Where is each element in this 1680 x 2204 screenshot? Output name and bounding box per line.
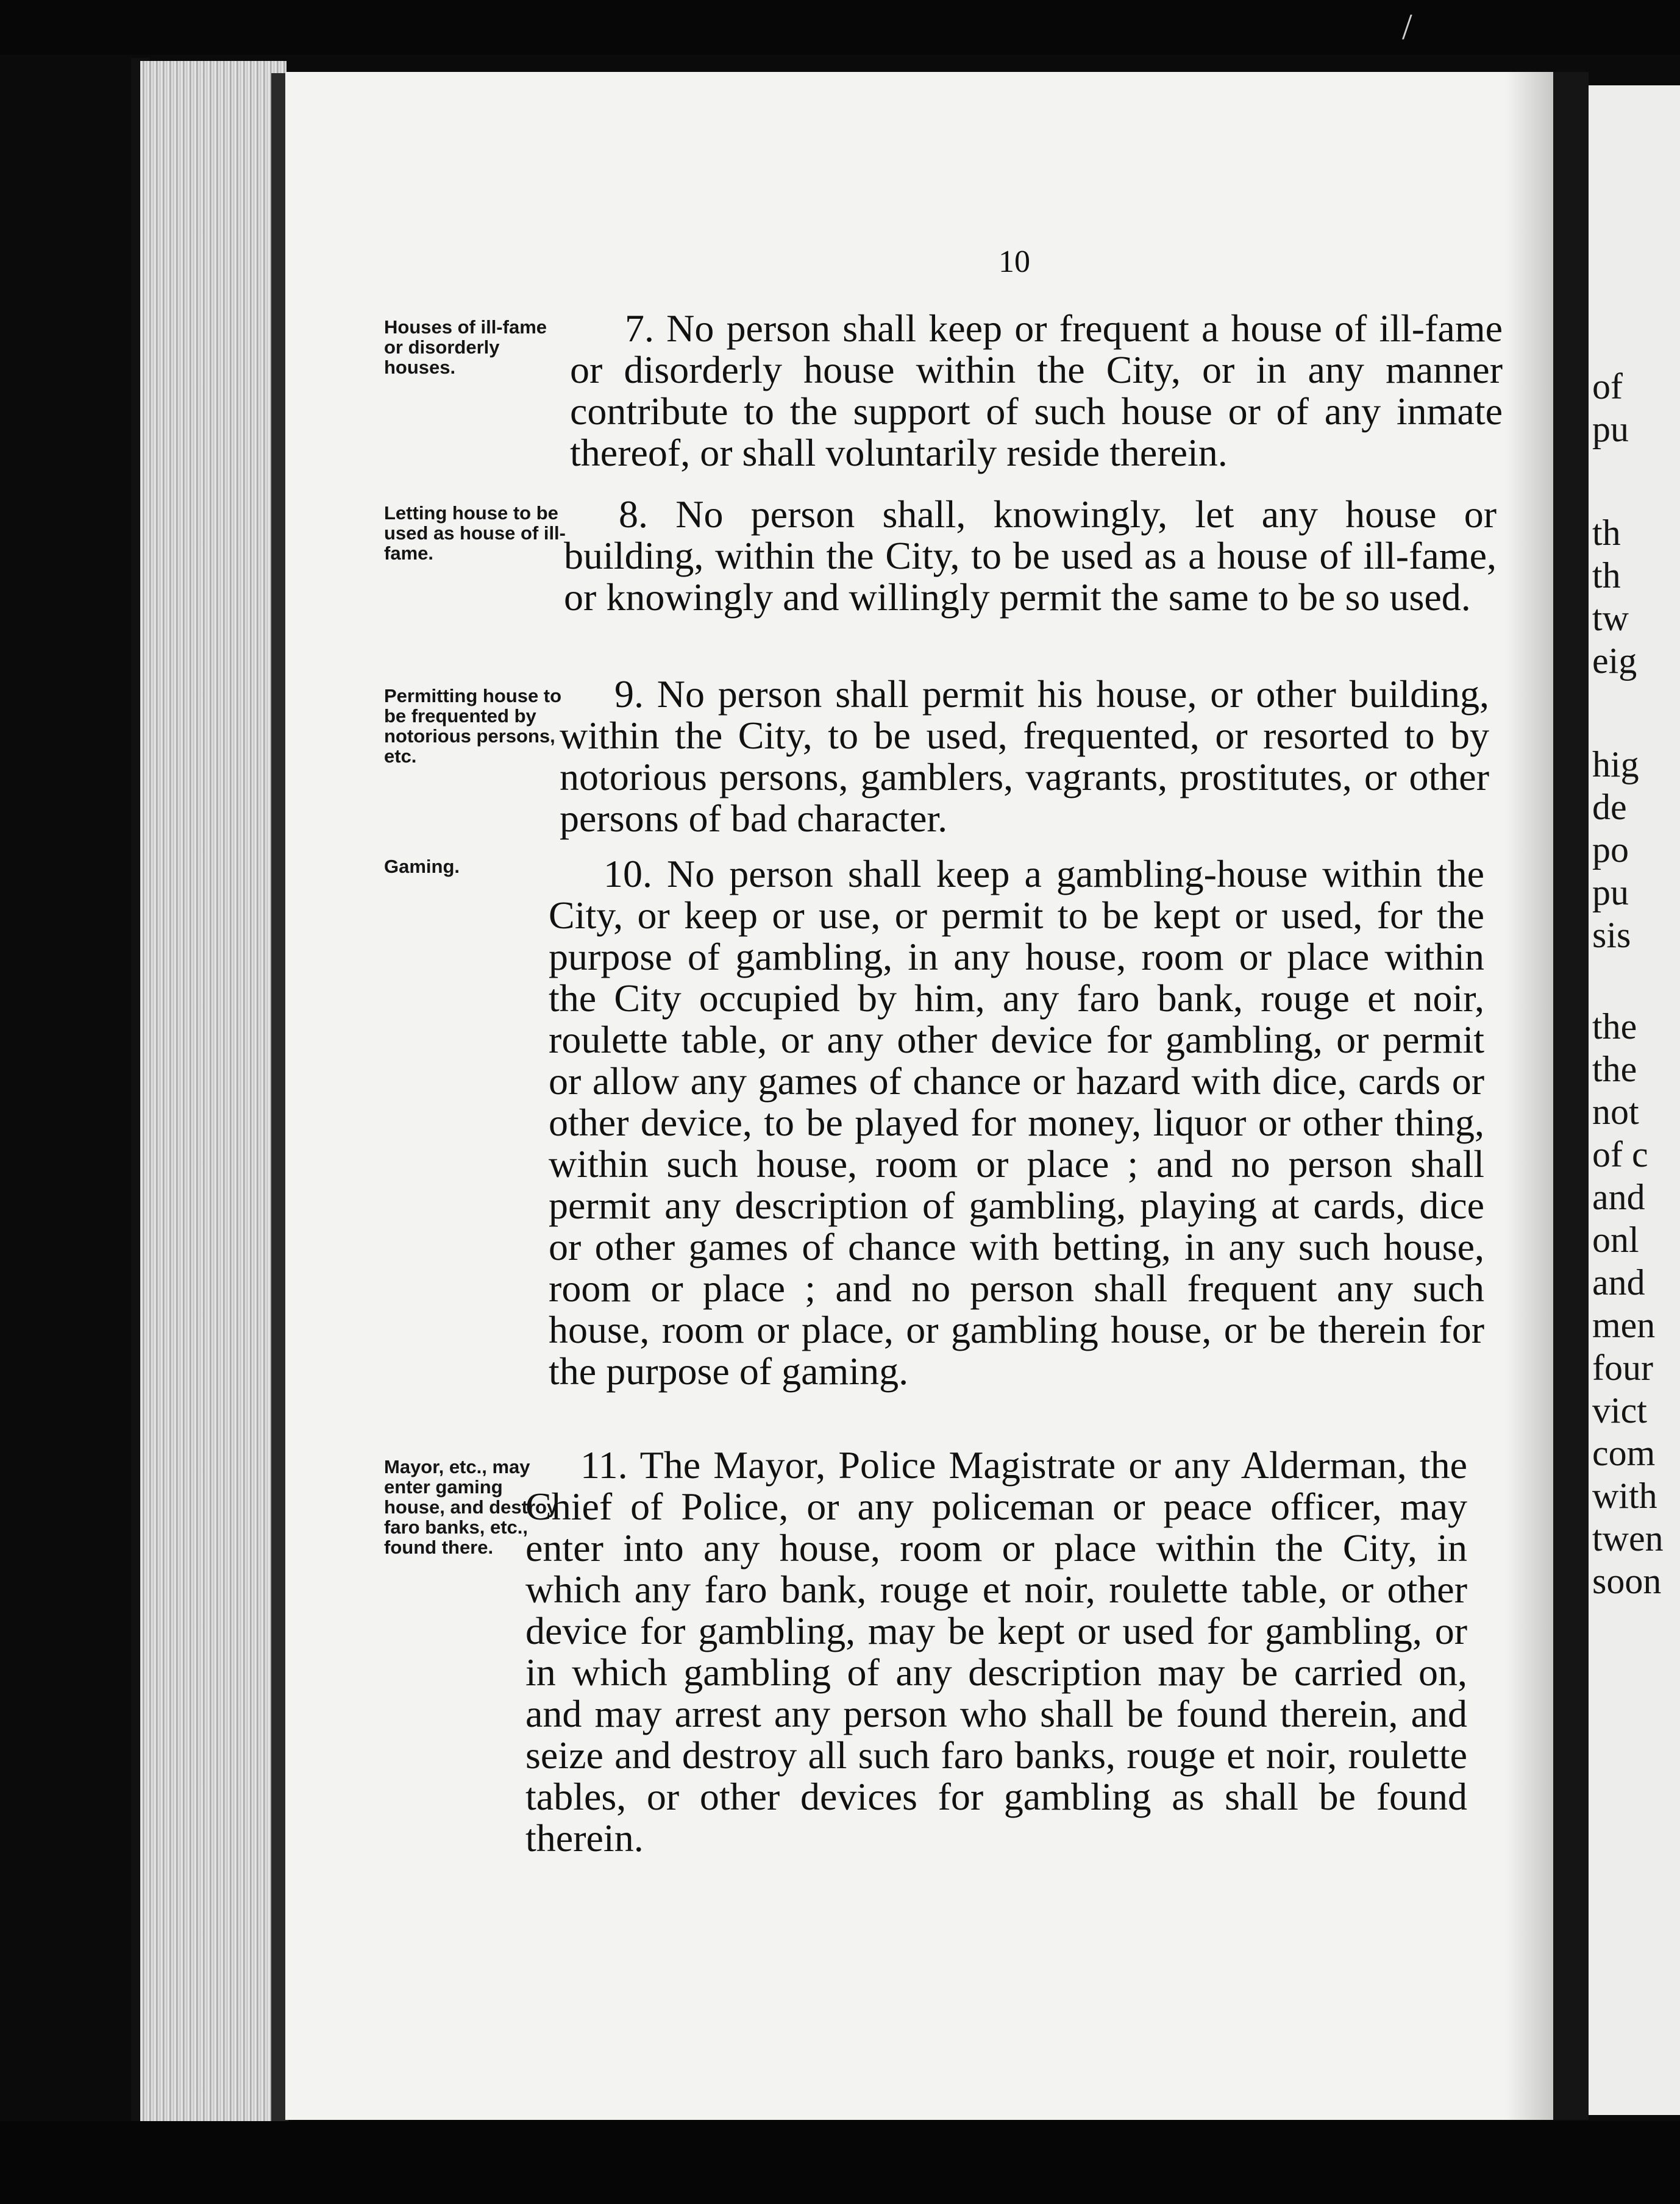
- opposite-page-fragment: four: [1592, 1348, 1653, 1388]
- opposite-page-fragment: onl: [1592, 1220, 1639, 1260]
- film-frame-bottom: [0, 2121, 1680, 2204]
- opposite-page-fragment: twen: [1592, 1518, 1664, 1559]
- sidenote-section-10: Gaming.: [384, 856, 460, 877]
- film-frame-top: [0, 0, 1680, 55]
- opposite-page-fragment: of: [1592, 366, 1623, 407]
- section-11-text: The Mayor, Police Magistrate or any Alderman, the Chief of Police, or any policeman or peace officer, may enter into any house, room or place within the City, in which any faro bank, rouge et noir, roulette table, or other device for gambling, may be kept or used for gambling, or in which gambling of any description may be carried on, and may arrest any person who shall be found therein, and seize and destroy all such faro banks, rouge et noir, roulette tables, or other devices for gambling as shall be found therein.: [525, 1443, 1468, 1860]
- opposite-page-fragment: tw: [1592, 598, 1629, 638]
- section-10-text: No person shall keep a gambling-house within the City, or keep or use, or permit to be kept or used, for the purpose of gambling, in any house, room or place within the City occupied by him, any faro bank, rouge et noir, roulette table, or any other device for gambling, or permit or allow any games of chance or hazard with dice, cards or other device, to be played for money, liquor or other thing, within such house, room or place ; and no person shall permit any description of gambling, playing at cards, dice or other games of chance with betting, in any such house, room or place ; and no person shall frequent any such house, room or place, or gambling house, or be therein for the purpose of gaming.: [549, 852, 1485, 1393]
- page-edges: [140, 61, 287, 2127]
- opposite-page-fragment: the: [1592, 1049, 1637, 1089]
- section-10-number: 10.: [603, 852, 652, 895]
- opposite-page-fragment: pu: [1592, 872, 1629, 912]
- page-number: 10: [998, 244, 1030, 279]
- opposite-page-fragment: th: [1592, 555, 1621, 595]
- section-9-text: No person shall permit his house, or other building, within the City, to be used, frequented, or resorted to by notorious persons, gamblers, vagrants, prostitutes, or other persons of bad character.: [560, 672, 1490, 840]
- sidenote-section-11: Mayor, etc., may enter gaming house, and destroy faro banks, etc., found there.: [384, 1456, 558, 1558]
- section-9-paragraph: [560, 674, 1489, 839]
- sidenote-section-8: Letting house to be used as house of ill-fame.: [384, 502, 566, 564]
- opposite-page-fragment: soon: [1592, 1561, 1662, 1601]
- section-8-paragraph: [564, 494, 1497, 618]
- section-11-paragraph: [525, 1445, 1467, 1859]
- opposite-page-fragment: of c: [1592, 1134, 1648, 1175]
- opposite-page-fragment: com: [1592, 1433, 1656, 1473]
- page-shadow: [1506, 72, 1553, 2120]
- opposite-page-fragment: sis: [1592, 915, 1631, 955]
- opposite-page-fragment: eig: [1592, 641, 1637, 681]
- section-7-number: 7.: [625, 307, 654, 350]
- sidenote-section-7: Houses of ill-fame or disorderly houses.: [384, 316, 547, 378]
- book-gutter: [1553, 72, 1589, 2120]
- section-8-number: 8.: [619, 492, 648, 536]
- opposite-page-fragment: and: [1592, 1262, 1645, 1303]
- opposite-page-fragment: the: [1592, 1006, 1637, 1047]
- section-7-text: No person shall keep or frequent a house of ill-fame or disorderly house within the City, or in any manner contribute to the support of such house or of any inmate thereof, or shall voluntarily reside therein.: [570, 307, 1503, 474]
- opposite-page-fragment: hig: [1592, 744, 1639, 784]
- opposite-page-fragment: and: [1592, 1177, 1645, 1217]
- opposite-page-fragment: vict: [1592, 1390, 1647, 1431]
- opposite-page-fragment: th: [1592, 513, 1621, 553]
- section-10-paragraph: [549, 853, 1484, 1392]
- section-7-paragraph: [570, 308, 1503, 474]
- opposite-page-fragment: men: [1592, 1305, 1656, 1345]
- opposite-page-fragment: not: [1592, 1092, 1639, 1132]
- opposite-page-fragment: with: [1592, 1476, 1657, 1516]
- opposite-page-fragment: pu: [1592, 409, 1629, 449]
- opposite-page-fragment: de: [1592, 787, 1627, 827]
- section-11-number: 11.: [580, 1443, 628, 1487]
- section-9-number: 9.: [614, 672, 644, 716]
- section-8-text: No person shall, knowingly, let any house or building, within the City, to be used as a house of ill-fame, or knowingly and willingly permit the same to be so used.: [564, 492, 1497, 619]
- sidenote-section-9: Permitting house to be frequented by notorious persons, etc.: [384, 685, 562, 767]
- corner-mark: /: [1402, 7, 1412, 47]
- opposite-page-fragment: po: [1592, 830, 1629, 870]
